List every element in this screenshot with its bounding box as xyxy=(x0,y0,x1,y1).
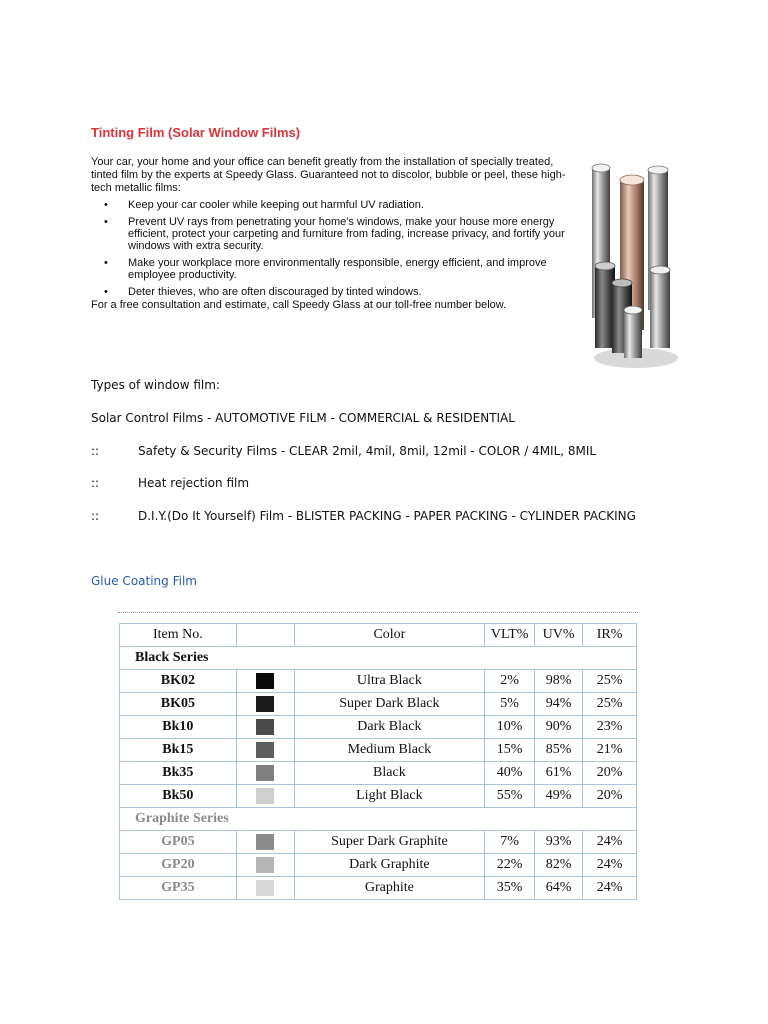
series-row xyxy=(120,647,637,670)
table-row: BK05 Super Dark Black 5% 94% 25% xyxy=(120,693,637,716)
header-item-no: Item No. xyxy=(120,624,237,647)
graphite-series-label: Graphite Series xyxy=(120,808,637,831)
glue-coating-heading: Glue Coating Film xyxy=(91,574,197,588)
list-item: • Make your workplace more environmentally responsible, energy efficient, and improve employee productivity. xyxy=(104,257,547,281)
header-swatch xyxy=(236,624,294,647)
color-swatch xyxy=(256,719,274,735)
bullet-icon: • xyxy=(104,216,108,228)
intro-paragraph: Your car, your home and your office can benefit greatly from the installation of specially treated, tinted film by the experts at Speedy Glass. Guaranteed not to discolor, bubble or peel, these high-tech metallic films: xyxy=(91,156,566,194)
color-swatch xyxy=(256,765,274,781)
table-row: GP05 Super Dark Graphite 7% 93% 24% xyxy=(120,831,637,854)
bullet-icon: • xyxy=(104,199,108,211)
table-row: Bk10 Dark Black 10% 90% 23% xyxy=(120,716,637,739)
table-row: Bk50 Light Black 55% 49% 20% xyxy=(120,785,637,808)
color-swatch xyxy=(256,880,274,896)
film-spec-table xyxy=(119,623,637,900)
header-vlt: VLT% xyxy=(485,624,535,647)
table-row: GP20 Dark Graphite 22% 82% 24% xyxy=(120,854,637,877)
bullet-icon: • xyxy=(104,257,108,269)
benefit-list xyxy=(91,199,581,303)
table-row: GP35 Graphite 35% 64% 24% xyxy=(120,877,637,900)
types-heading: Types of window film: xyxy=(91,378,220,392)
bullet-icon: • xyxy=(104,286,108,298)
table-row: BK02 Ultra Black 2% 98% 25% xyxy=(120,670,637,693)
film-rolls-image xyxy=(590,158,682,370)
dotted-divider xyxy=(118,612,638,613)
color-swatch xyxy=(256,834,274,850)
table-row: Bk15 Medium Black 15% 85% 21% xyxy=(120,739,637,762)
color-swatch xyxy=(256,673,274,689)
solar-control-line: Solar Control Films - AUTOMOTIVE FILM - COMMERCIAL & RESIDENTIAL xyxy=(91,411,515,425)
consultation-note: For a free consultation and estimate, call Speedy Glass at our toll-free number below. xyxy=(91,299,507,311)
color-swatch xyxy=(256,788,274,804)
double-colon-icon: :: xyxy=(91,476,100,490)
list-item: • Keep your car cooler while keeping out harmful UV radiation. xyxy=(104,199,424,211)
header-color: Color xyxy=(294,624,485,647)
page-title: Tinting Film (Solar Window Films) xyxy=(91,125,301,140)
table-row: Bk35 Black 40% 61% 20% xyxy=(120,762,637,785)
double-colon-icon: :: xyxy=(91,509,100,523)
table-header-row xyxy=(120,624,637,647)
color-swatch xyxy=(256,696,274,712)
color-swatch xyxy=(256,857,274,873)
list-item: • Prevent UV rays from penetrating your home's windows, make your house more energy efficient, protect your carpeting and furniture from fading, increase privacy, and fortify your windows with extra security. xyxy=(104,216,565,252)
color-swatch xyxy=(256,742,274,758)
black-series-label: Black Series xyxy=(120,647,637,670)
header-ir: IR% xyxy=(583,624,637,647)
series-row xyxy=(120,808,637,831)
header-uv: UV% xyxy=(535,624,583,647)
list-item: • Deter thieves, who are often discouraged by tinted windows. xyxy=(104,286,422,298)
double-colon-icon: :: xyxy=(91,444,100,458)
